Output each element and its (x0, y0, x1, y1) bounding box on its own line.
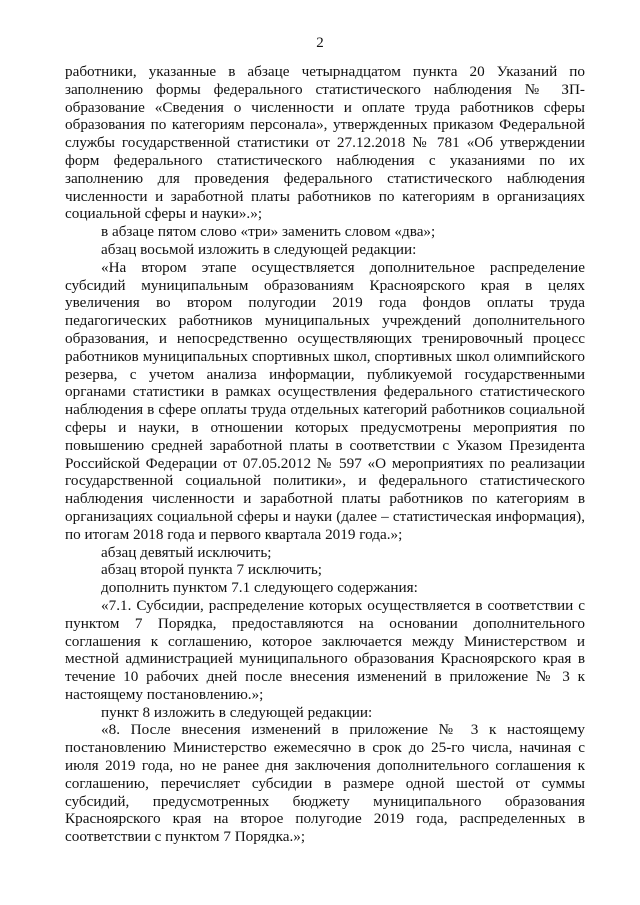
paragraph: абзац второй пункта 7 исключить; (101, 561, 322, 579)
paragraph: дополнить пунктом 7.1 следующего содержания: (101, 579, 418, 597)
paragraph: «На втором этапе осуществляется дополнительное распределение субсидий муниципальным образованиям Красноярского края в целях увеличения во втором полугодии 2019 года фондов оплаты труда педагогических работников муниципальных учреждений дополнительного образования, и непосредственно осуществляющих тренировочный процесс работников муниципальных спортивных школ, спортивных школ олимпийского резерва, с учетом анализа информации, публикуемой государственными органами статистики в рамках осуществления федерального статистического наблюдения в сфере оплаты труда отдельных категорий работников социальной сферы и науки, в отношении которых предусмотрены мероприятия по повышению средней заработной платы в соответствии с Указом Президента Российской Федерации от 07.05.2012 № 597 «О мероприятиях по реализации государственной социальной политики», и федерального статистического наблюдения численности и заработной платы работников по категориям в организациях социальной сферы и науки (далее – статистическая информация), по итогам 2018 года и первого квартала 2019 года.»; (65, 258, 585, 543)
paragraph: «8. После внесения изменений в приложение № 3 к настоящему постановлению Министерство ежемесячно в срок до 25-го числа, начиная с июля 2019 года, но не ранее дня заключения дополнительного соглашения к соглашению, перечисляет субсидии в размере одной шестой от суммы субсидий, предусмотренных бюджету муниципального образования Красноярского края на второе полугодие 2019 года, распределенных в соответствии с пунктом 7 Порядка.»; (65, 721, 585, 846)
paragraph: «7.1. Субсидии, распределение которых осуществляется в соответствии с пунктом 7 Порядка, предоставляются на основании дополнительного соглашения к соглашению, которое заключается между Министерством и местной администрацией муниципального образования Красноярского края в течение 10 рабочих дней после внесения изменений в приложение № 3 к настоящему постановлению.»; (65, 596, 585, 703)
page-number: 2 (316, 35, 324, 51)
paragraph: абзац восьмой изложить в следующей редакции: (101, 240, 417, 258)
paragraph: пункт 8 изложить в следующей редакции: (101, 703, 373, 721)
paragraph: абзац девятый исключить; (101, 543, 272, 561)
document-body (65, 63, 585, 846)
paragraph: работники, указанные в абзаце четырнадцатом пункта 20 Указаний по заполнению формы федерального статистического наблюдения № ЗП-образование «Сведения о численности и оплате труда работников сферы образования по категориям персонала», утвержденных приказом Федеральной службы государственной статистики от 27.12.2018 № 781 «Об утверждении форм федерального статистического наблюдения с указаниями по их заполнению для проведения федерального статистического наблюдения численности и заработной платы работников по категориям в организациях социальной сферы и науки».»; (65, 63, 585, 223)
paragraph: в абзаце пятом слово «три» заменить словом «два»; (101, 223, 436, 241)
